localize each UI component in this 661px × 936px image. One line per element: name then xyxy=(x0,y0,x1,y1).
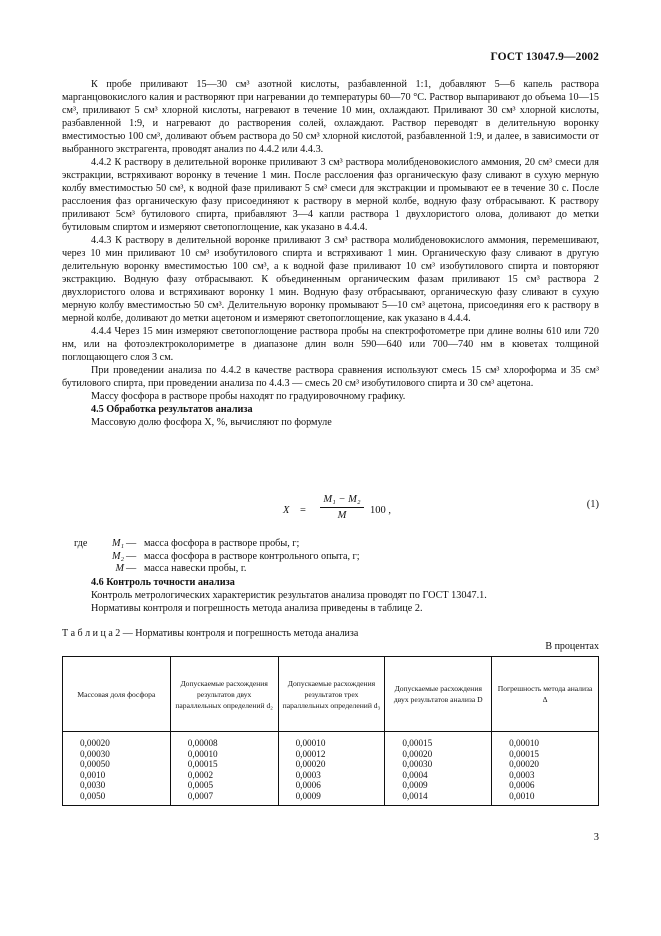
table-cell: 0,0002 xyxy=(187,769,214,780)
paragraph-sample-prep: К пробе приливают 15—30 см³ азотной кислоты, разбавленной 1:1, добавляют 5—6 капель раствора марганцовокислого калия и растворяют при нагревании до температуры 60—70 °С. Раствор выпаривают до объема 10—15 см³, приливают 5 см³ хлорной кислоты, нагревают в течение 10 мин, охлаждают. Приливают 30 см³ хлорной кислоты, разбавленной 1:9, и нагревают до растворения солей, охлаждают. Раствор переводят в делительную воронку вместимостью 100 см³, доливают объем раствора до 50 см³ хлорной кислотой, разбавленной 1:9, и далее, в зависимости от выбранного экстрагента, проводят анализ по 4.4.2 или 4.4.3. xyxy=(62,79,599,155)
table-cell: 0,00008 xyxy=(187,738,218,748)
table-cell: 0,0050 xyxy=(80,790,106,801)
section-heading-4-6: 4.6 Контроль точности анализа xyxy=(91,577,235,588)
table-cell: 0,0006 xyxy=(509,780,535,791)
definition-text: масса фосфора в растворе контрольного опыта, г; xyxy=(144,550,360,562)
table-data-row xyxy=(63,732,599,806)
table-column-error xyxy=(492,732,599,806)
header-d2: Допускаемые расхождения результатов двух параллельных определений d₂ xyxy=(170,657,278,732)
table-cell: 0,00010 xyxy=(187,748,218,759)
definition-symbol: M₂ xyxy=(111,550,124,562)
document-header: ГОСТ 13047.9—2002 xyxy=(490,51,599,63)
header-d3: Допускаемые расхождения результатов трех параллельных определений d₃ xyxy=(278,657,385,732)
definition-symbol: M₁ xyxy=(111,538,124,549)
table-caption: Т а б л и ц а 2 — Нормативы контроля и погрешность метода анализа xyxy=(62,628,359,639)
table-cell: 0,00015 xyxy=(402,738,433,748)
definition-dash: — xyxy=(126,563,137,574)
page-number: 3 xyxy=(593,832,599,843)
table-cell: 0,00015 xyxy=(187,759,218,770)
formula-equals: = xyxy=(300,505,306,516)
table-cell: 0,0009 xyxy=(402,780,428,791)
table-column-d3 xyxy=(278,732,385,806)
table-cell: 0,00020 xyxy=(295,759,326,770)
table-cell: 0,00020 xyxy=(509,759,540,770)
table-cell: 0,0030 xyxy=(80,780,106,791)
formula-factor: 100 , xyxy=(370,505,391,516)
paragraph-formula-intro: Массовую долю фосфора X, %, вычисляют по формуле xyxy=(91,417,332,428)
paragraph-metrology-control: Контроль метрологических характеристик результатов анализа проводят по ГОСТ 13047.1. xyxy=(91,590,487,601)
table-cell: 0,0003 xyxy=(295,769,321,780)
table-cell: 0,00020 xyxy=(80,738,110,748)
formula-lhs: X xyxy=(283,505,290,516)
table-cell: 0,0006 xyxy=(295,780,321,791)
definition-dash: — xyxy=(126,538,137,549)
definition-symbol: M xyxy=(115,563,124,574)
header-D: Допускаемые расхождения двух результатов анализа D xyxy=(385,657,492,732)
table-cell: 0,0005 xyxy=(187,780,214,791)
body-text xyxy=(62,78,599,429)
table-column-D xyxy=(385,732,492,806)
paragraph-4-4-3: 4.4.3 К раствору в делительной воронке приливают 3 см³ раствора молибденовокислого аммония, перемешивают, через 10 мин приливают 10 см³ изобутилового спирта и встряхивают 1 мин. Органическую фазу сливают в другую делительную воронку вместимостью 100 см³, а к водной фазе приливают 10 см³ изобутилового спирта и повторяют экстракцию. Водную фазу отбрасывают. К объединенным органическим фазам приливают 15 см³ раствора 2 двухлористого олова и встряхивают воронку 1 мин. Водную фазу отбрасывают, органическую фазу сливают в сухую мерную колбу вместимостью 50 см³. Делительную воронку промывают 5—10 см³ ацетона, присоединяя его к раствору в мерной колбе, доливают до метки ацетоном и измеряют светопоглощение, как указано в 4.4.4. xyxy=(62,235,599,324)
paragraph-4-4-4: 4.4.4 Через 15 мин измеряют светопоглощение раствора пробы на спектрофотометре при длине волны 610 или 720 нм, или на фотоэлектроколориметре в диапазоне длин волн 590—640 или 700—740 нм в кюветах толщиной поглощающего слоя 3 см. xyxy=(62,326,599,363)
table-cell: 0,0010 xyxy=(509,790,535,801)
table-cell: 0,0014 xyxy=(402,790,428,801)
fraction-bar xyxy=(320,507,364,508)
header-error: Погрешность метода анализа Δ xyxy=(492,657,599,732)
table-cell: 0,0007 xyxy=(187,790,214,801)
table-column-mass-fraction xyxy=(63,732,171,806)
table-cell: 0,0010 xyxy=(80,769,106,780)
formula-number: (1) xyxy=(586,499,599,510)
paragraph-reference-solution: При проведении анализа по 4.4.2 в качестве раствора сравнения используют смесь 15 см³ хлороформа и 35 см³ бутилового спирта, при проведении анализа по 4.4.3 — смесь 20 см³ изобутилового спирта и 30 см³ ацетона. xyxy=(62,365,599,389)
table-cell: 0,00020 xyxy=(402,748,433,759)
formula-numerator: M₁ − M₂ xyxy=(323,494,361,505)
section-heading-4-5: 4.5 Обработка результатов анализа xyxy=(91,404,253,415)
definition-text: масса навески пробы, г. xyxy=(144,563,247,574)
definition-text: масса фосфора в растворе пробы, г; xyxy=(144,538,300,549)
table-header-row xyxy=(63,657,599,732)
paragraph-table-reference: Нормативы контроля и погрешность метода анализа приведены в таблице 2. xyxy=(91,603,423,614)
table-units: В процентах xyxy=(545,641,599,652)
formula-block xyxy=(62,494,599,526)
table-cell: 0,0003 xyxy=(509,769,535,780)
paragraph-4-4-2: 4.4.2 К раствору в делительной воронке приливают 3 см³ раствора молибденовокислого аммония, 20 см³ смеси для экстракции, встряхивают воронку в течение 1 мин. После расслоения фаз органическую фазу сливают в сухую мерную колбу вместимостью 50 см³, к водной фазе приливают 5 см³ смеси для экстракции и промывают ее в течение 30 с. После расслоения фаз органическую фазу присоединяют к раствору в мерной колбе, водную фазу отбрасывают. К раствору приливают 5см³ бутилового спирта, прибавляют 3—4 капли раствора 1 двухлористого олова, доливают до метки бутиловым спиртом и измеряют светопоглощение, как указано в 4.4.4. xyxy=(62,157,599,233)
table-column-d2 xyxy=(170,732,278,806)
paragraph-calibration: Массу фосфора в растворе пробы находят по градуировочному графику. xyxy=(91,391,406,402)
formula-denominator: M xyxy=(337,510,347,521)
table-cell: 0,00030 xyxy=(80,748,110,759)
norms-table xyxy=(62,656,599,806)
definition-dash: — xyxy=(126,550,137,562)
table-cell: 0,00010 xyxy=(509,738,540,748)
definitions-prefix: где xyxy=(74,538,88,549)
table-cell: 0,00050 xyxy=(80,759,110,770)
header-mass-fraction: Массовая доля фосфора xyxy=(63,657,171,732)
table-cell: 0,00030 xyxy=(402,759,433,770)
table-cell: 0,0004 xyxy=(402,769,428,780)
accuracy-section xyxy=(62,576,599,615)
table-cell: 0,00010 xyxy=(295,738,326,748)
table-cell: 0,00012 xyxy=(295,748,326,759)
table-cell: 0,0009 xyxy=(295,790,321,801)
table-cell: 0,00015 xyxy=(509,748,540,759)
